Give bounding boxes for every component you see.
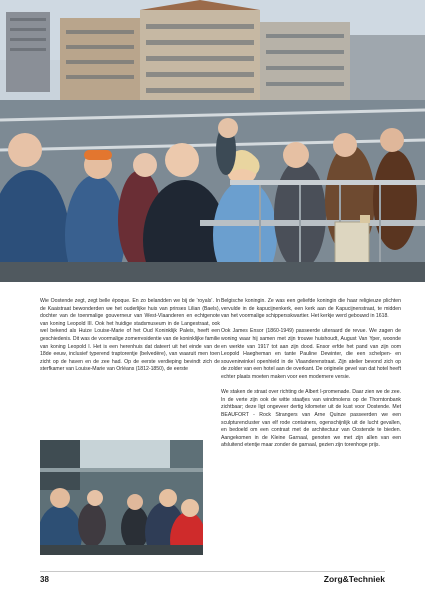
page-number: 38: [40, 575, 49, 584]
footer-rule: [40, 571, 385, 572]
article-column-left: [40, 298, 220, 382]
article-paragraph: Wie Oostende zegt, zegt belle époque. En zo belandden we bij de ‘royals’. In de Kaaistraat bewonderden we het ouderlijke huis van prinses Lilian (Baels), dochter van de toenmalige gouverneur van West-Vlaanderen en echtgenote van koning Leopold III. Ook het huidige stadsmuseum in de Langestraat, ook wel bekend als Huize Louise-Marie of het Oud Koninklijk Paleis, heeft een geschiedenis. Dit was de voormalige zomerresidentie van de koninklijke familie van koning Leopold I. Het is een herenhuis dat dateert uit het einde van de 18de eeuw, inclusief typerend traptorentje (belvedère), van waaruit men toen zicht op de haven en de zee had. Op de eerste verdieping bevindt zich de sterfkamer van Louise-Marie van Orléans (1812-1850), de eerste: [40, 298, 220, 373]
hero-photo-group-on-boat: [0, 0, 425, 282]
article-paragraph: Belgische koningin. Ze was een geliefde koningin die haar religieuze plichten vervulde in de kapucijnenkerk, een kerk aan de Kapucijnenstraat, te midden van het voormalige schippersskwartier. Het kerkje werd gebouwd in 1618.: [221, 298, 401, 320]
magazine-brand: Zorg&Techniek: [323, 574, 385, 584]
article-paragraph: We staken de straat over richting de Albert I-promenade. Daar zien we de zee. In de verte zijn ook de witte staafjes van windmolens op de Thorntonbank zichtbaar; deze ligt ongeveer dertig kilometer uit de kust voor Oostende. Met BEAUFORT - Rock Strangers van Arne Quinze passeerden we een sculpturencluster van elf rode containers, ogenschijnlijk uit de lucht gevallen, en bedoeld om een contrast met de architectuur van Oostende te bieden. Aangekomen in de Kleine Garnaal, genoten we met zijn allen van een afsluitend etentje maar zonder de garnaal, gezien zijn torenhoge prijs.: [221, 389, 401, 449]
article-column-right: [221, 298, 401, 457]
article-paragraph: Ook James Ensor (1860-1949) passeerde uiteraard de revue. We zagen de woning waar hij samen met zijn trouwe huishoudt, August Van Yper, woonde en werkte van 1917 tot aan zijn dood. Ensor erfde het pand van zijn oom Leopold Haegheman en tante Pauline Dewinter, die een schelpen- en souvenirwinkel openhield in de Vlaanderenstraat. Zijn atelier bevond zich op de zolder van een hotel aan de overkant. De originele gevel van dat hotel heeft echter plaats moeten maken voor een modernere versie.: [221, 328, 401, 380]
inline-photo-group-seated: [40, 440, 203, 555]
